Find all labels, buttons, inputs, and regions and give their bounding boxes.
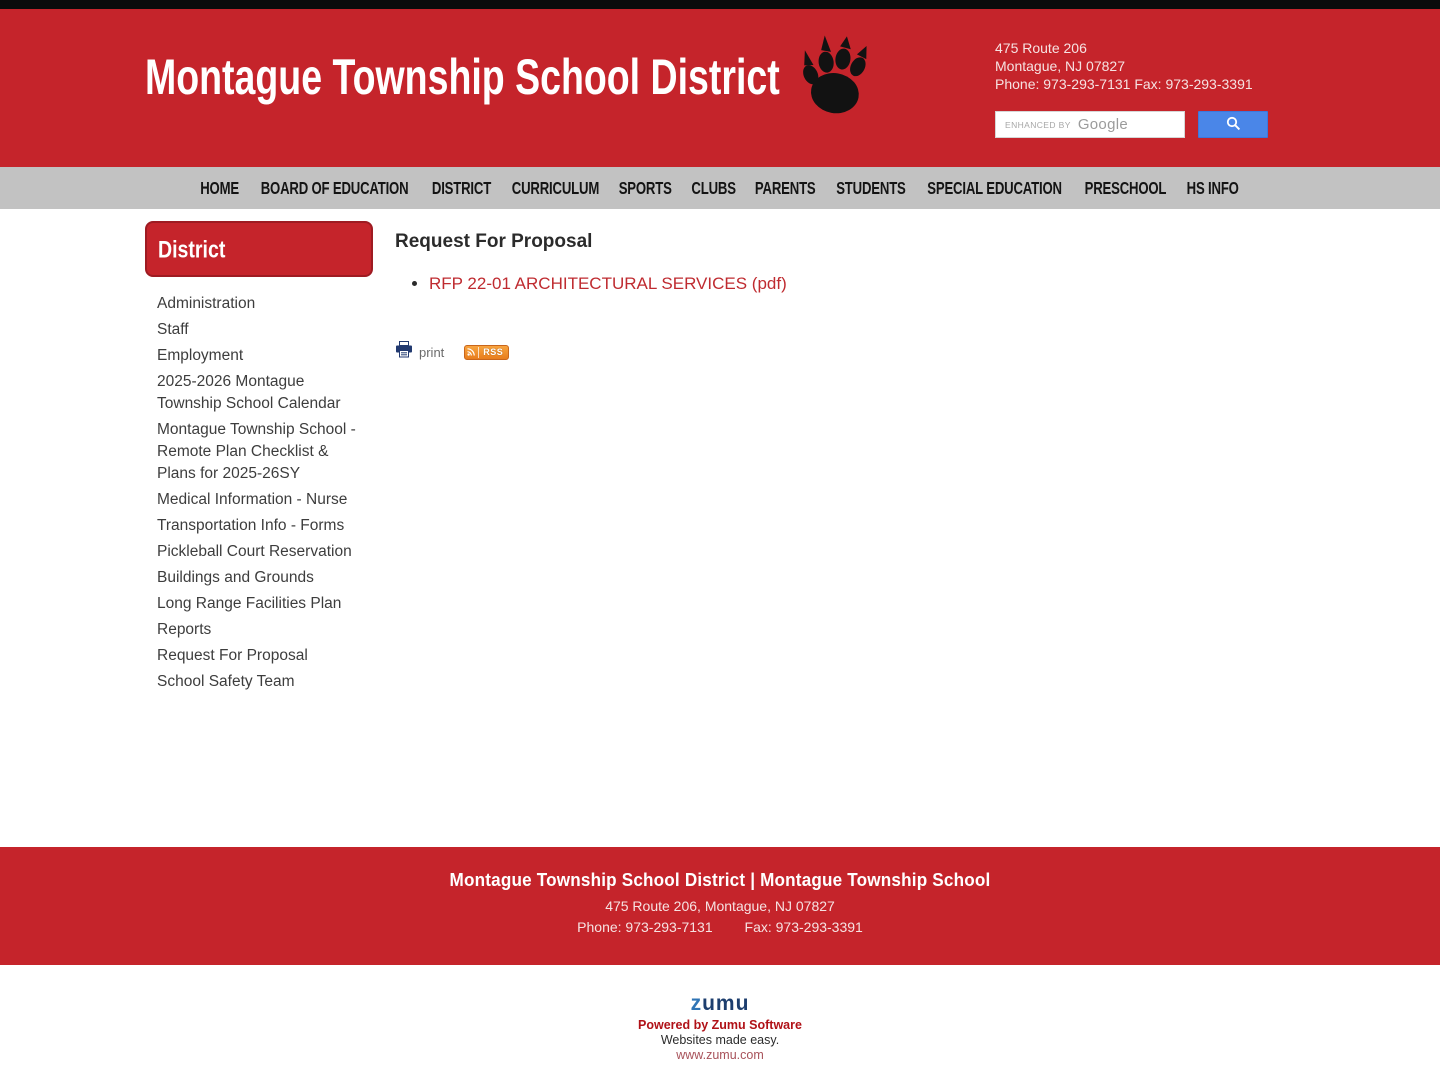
sidebar-item-transportation-info-forms[interactable]: Transportation Info - Forms bbox=[157, 517, 345, 534]
address-phone-fax bbox=[995, 75, 1295, 93]
search-icon bbox=[1226, 116, 1241, 134]
main-content bbox=[373, 209, 1295, 363]
zumu-logo-z: z bbox=[690, 992, 703, 1015]
zumu-credit bbox=[0, 965, 1440, 1062]
sidebar-menu bbox=[145, 293, 357, 693]
zumu-logo-rest: umu bbox=[702, 992, 750, 1015]
nav-item-preschool[interactable]: PRESCHOOL bbox=[1085, 178, 1167, 198]
sidebar-item-school-safety-team[interactable]: School Safety Team bbox=[157, 673, 295, 690]
sidebar-title: District bbox=[158, 234, 226, 263]
google-wordmark: Google bbox=[1077, 116, 1128, 133]
sidebar-header bbox=[145, 221, 373, 277]
page-title: Request For Proposal bbox=[395, 231, 593, 252]
sidebar-item-employment[interactable]: Employment bbox=[157, 347, 244, 364]
sidebar-item-long-range-facilities-plan[interactable]: Long Range Facilities Plan bbox=[157, 595, 342, 612]
bear-paw-logo-icon bbox=[799, 35, 871, 124]
brand-block bbox=[145, 31, 871, 124]
search-input[interactable] bbox=[995, 111, 1185, 138]
rss-button[interactable] bbox=[464, 345, 509, 360]
print-label: print bbox=[419, 344, 445, 360]
main-nav bbox=[0, 167, 1440, 209]
nav-item-board-of-education[interactable]: BOARD OF EDUCATION bbox=[261, 178, 409, 198]
district-sidebar bbox=[145, 209, 373, 697]
sidebar-item-pickleball-court-reservation[interactable]: Pickleball Court Reservation bbox=[157, 543, 352, 560]
nav-item-special-education[interactable]: SPECIAL EDUCATION bbox=[927, 178, 1063, 198]
page-tools bbox=[395, 341, 1295, 363]
fax-text: Fax: 973-293-3391 bbox=[1134, 76, 1253, 92]
nav-item-clubs[interactable]: CLUBS bbox=[691, 178, 736, 198]
print-button[interactable] bbox=[395, 341, 444, 363]
header-address bbox=[995, 39, 1295, 93]
enhanced-by-label: ENHANCED BY bbox=[1005, 119, 1071, 130]
rss-feed-icon bbox=[467, 347, 479, 358]
nav-item-hs-info[interactable]: HS INFO bbox=[1187, 178, 1240, 198]
footer-phone: Phone: 973-293-7131 bbox=[577, 919, 713, 935]
search-button[interactable] bbox=[1198, 111, 1268, 138]
list-item bbox=[429, 273, 1295, 295]
zumu-logo[interactable] bbox=[0, 993, 1440, 1014]
rss-label: RSS bbox=[483, 347, 504, 357]
nav-item-home[interactable]: HOME bbox=[200, 178, 240, 198]
printer-icon bbox=[395, 341, 413, 363]
sidebar-item-remote-plan-checklist[interactable]: Montague Township School - Remote Plan Checklist & Plans for 2025-26SY bbox=[157, 421, 356, 482]
document-list bbox=[395, 273, 1295, 295]
sidebar-item-school-calendar[interactable]: 2025-2026 Montague Township School Calendar bbox=[157, 373, 341, 412]
rfp-architectural-services-link[interactable]: RFP 22-01 ARCHITECTURAL SERVICES (pdf) bbox=[429, 274, 787, 293]
top-black-bar bbox=[0, 0, 1440, 9]
nav-item-sports[interactable]: SPORTS bbox=[619, 178, 673, 198]
footer-phone-fax bbox=[0, 919, 1440, 935]
footer-fax: Fax: 973-293-3391 bbox=[744, 919, 863, 935]
sidebar-item-medical-information-nurse[interactable]: Medical Information - Nurse bbox=[157, 491, 348, 508]
site-footer bbox=[0, 847, 1440, 965]
zumu-url-link[interactable]: www.zumu.com bbox=[676, 1048, 764, 1062]
footer-address: 475 Route 206, Montague, NJ 07827 bbox=[605, 898, 835, 914]
sidebar-item-administration[interactable]: Administration bbox=[157, 295, 256, 312]
phone-text: Phone: 973-293-7131 bbox=[995, 76, 1131, 92]
sidebar-item-staff[interactable]: Staff bbox=[157, 321, 189, 338]
nav-item-parents[interactable]: PARENTS bbox=[754, 178, 816, 198]
footer-site-name: Montague Township School District | Montague Township School bbox=[449, 870, 991, 890]
address-line2: Montague, NJ 07827 bbox=[995, 58, 1125, 74]
nav-item-students[interactable]: STUDENTS bbox=[835, 178, 906, 198]
sidebar-item-buildings-and-grounds[interactable]: Buildings and Grounds bbox=[157, 569, 314, 586]
site-title: Montague Township School District bbox=[145, 49, 780, 105]
nav-item-district[interactable]: DISTRICT bbox=[431, 178, 491, 198]
powered-by-text: Powered by Zumu Software bbox=[638, 1018, 802, 1032]
nav-item-curriculum[interactable]: CURRICULUM bbox=[511, 178, 599, 198]
sidebar-item-request-for-proposal[interactable]: Request For Proposal bbox=[157, 647, 308, 664]
site-header bbox=[0, 9, 1440, 167]
site-search bbox=[995, 111, 1295, 138]
address-line1: 475 Route 206 bbox=[995, 40, 1087, 56]
tagline-text: Websites made easy. bbox=[660, 1033, 780, 1047]
sidebar-item-reports[interactable]: Reports bbox=[157, 621, 212, 638]
